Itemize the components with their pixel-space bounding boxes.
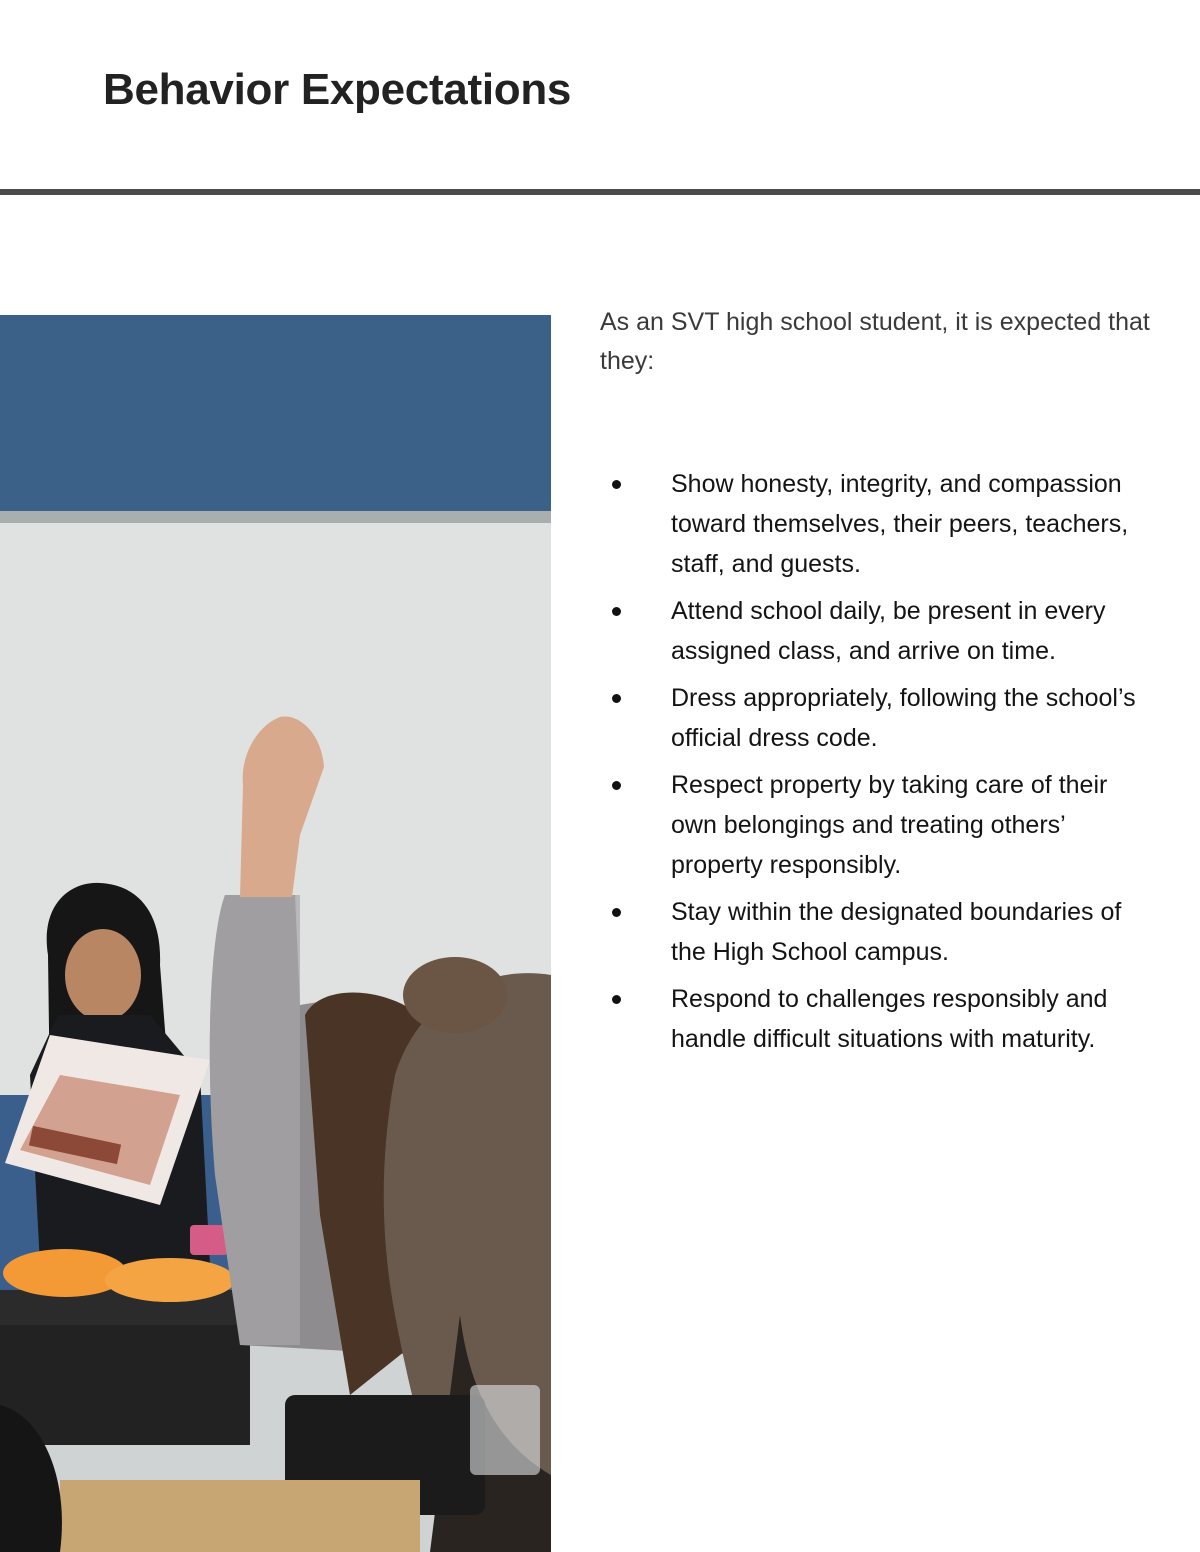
intro-text: As an SVT high school student, it is expected that they: [600,308,1150,375]
list-item [600,678,1160,758]
bullet-icon [612,995,621,1004]
photo-whiteboard-frame [0,511,551,525]
bullet-icon [612,781,621,790]
list-item [600,979,1160,1059]
list-item [600,892,1160,972]
bullet-icon [612,480,621,489]
list-item [600,464,1160,584]
bullet-icon [612,694,621,703]
list-item-text: Show honesty, integrity, and compassion toward themselves, their peers, teachers, staff, and guests. [671,470,1129,578]
list-item [600,591,1160,671]
page-title: Behavior Expectations [103,65,572,114]
list-item-text: Attend school daily, be present in every assigned class, and arrive on time. [671,597,1106,665]
bullet-icon [612,607,621,616]
list-item-text: Respect property by taking care of their own belongings and treating others’ property responsibly. [671,771,1108,879]
list-item-text: Dress appropriately, following the school’s official dress code. [671,684,1136,752]
classroom-photo [0,315,551,1552]
bullet-icon [612,908,621,917]
header-divider [0,189,1200,195]
photo-foreground-table [60,1480,420,1552]
list-item-text: Respond to challenges responsibly and handle difficult situations with maturity. [671,985,1108,1053]
list-item [600,765,1160,885]
list-item-text: Stay within the designated boundaries of the High School campus. [671,898,1122,966]
expectations-list [600,464,1160,1066]
